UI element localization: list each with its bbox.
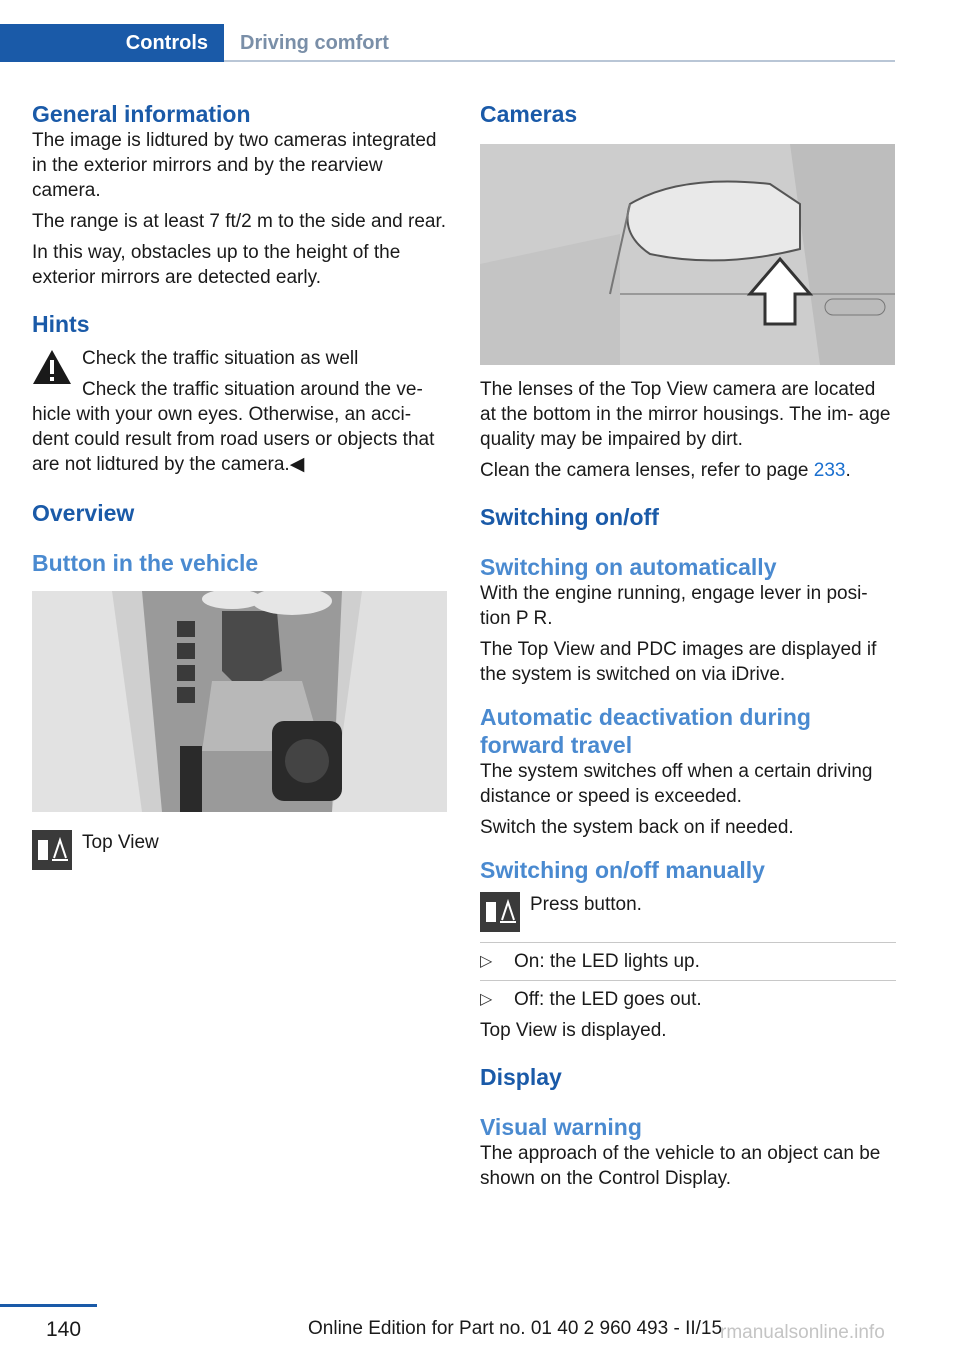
cameras-paragraph-2-pre: Clean the camera lenses, refer to page [480,460,814,481]
divider [480,942,896,943]
warning-line-1: Check the traffic situation around the ve‐ [82,379,423,400]
top-view-button-icon [480,892,520,932]
switching-heading: Switching on/off [480,504,659,530]
auto-off-paragraph-2: Switch the system back on if needed. [480,817,794,838]
top-view-legend [32,830,448,872]
general-paragraph-3: In this way, obstacles up to the height of the exterior mirrors are detected early. [32,242,401,288]
divider [480,980,896,981]
cameras-paragraph-1: The lenses of the Top View camera are located at the bottom in the mirror housings. The im‐ age quality may be impaired by dirt. [480,379,891,450]
list-item [480,949,896,974]
mirror-camera-photo [480,144,895,365]
press-button-label: Press button. [530,894,642,915]
press-button-row [480,892,896,940]
top-view-displayed: Top View is displayed. [480,1020,667,1041]
cameras-heading: Cameras [480,101,578,127]
top-view-label: Top View [82,832,159,853]
auto-on-paragraph-2: The Top View and PDC images are displayed if the system is switched on via iDrive. [480,639,877,685]
page-number: 140 [46,1318,82,1341]
list-item [480,987,896,1012]
manual-heading: Switching on/off manually [480,857,765,883]
subsection-tab: Driving comfort [240,32,389,54]
left-column [32,100,448,872]
warning-triangle-icon [32,348,72,386]
overview-heading: Overview [32,500,135,526]
header-rule [224,60,895,62]
bullet-triangle-icon: ▷ [480,991,493,1008]
bullet-off-text: Off: the LED goes out. [514,989,702,1010]
button-in-vehicle-heading: Button in the vehicle [32,550,259,576]
auto-off-paragraph-1: The system switches off when a certain driving distance or speed is exceeded. [480,761,873,807]
footer-rule [0,1304,97,1307]
auto-off-heading: Automatic deactivation during forward travel [480,704,811,758]
general-paragraph-2: The range is at least 7 ft/2 m to the side and rear. [32,211,447,232]
cameras-paragraph-2-post: . [845,460,851,481]
warning-title: Check the traffic situation as well [82,348,359,369]
visual-warning-heading: Visual warning [480,1114,642,1140]
page-link-233[interactable]: 233 [813,460,846,481]
center-console-photo [32,591,447,812]
visual-warning-paragraph: The approach of the vehicle to an object can be shown on the Control Display. [480,1143,881,1189]
general-information-heading: General information [32,101,251,127]
bullet-triangle-icon: ▷ [480,953,493,970]
bullet-on-text: On: the LED lights up. [514,951,700,972]
auto-on-heading: Switching on automatically [480,554,777,580]
general-paragraph-1: The image is lidtured by two cameras integrated in the exterior mirrors and by the rearview camera. [32,130,437,201]
auto-on-paragraph-1: With the engine running, engage lever in posi‐ tion P R. [480,583,868,629]
warning-block [32,346,448,477]
cameras-paragraph-2 [480,458,896,483]
warning-text: hicle with your own eyes. Otherwise, an acci‐ dent could result from road users or objects that are not lidtured by the camera.◀ [32,404,435,475]
edition-text: Online Edition for Part no. 01 40 2 960 493 - II/15 [308,1318,723,1339]
right-column [480,100,896,1197]
page-header [0,24,895,62]
hints-heading: Hints [32,311,90,337]
top-view-button-icon [32,830,72,870]
section-tab: Controls [0,24,224,62]
display-heading: Display [480,1064,562,1090]
watermark: rmanualsonline.info [720,1322,885,1343]
